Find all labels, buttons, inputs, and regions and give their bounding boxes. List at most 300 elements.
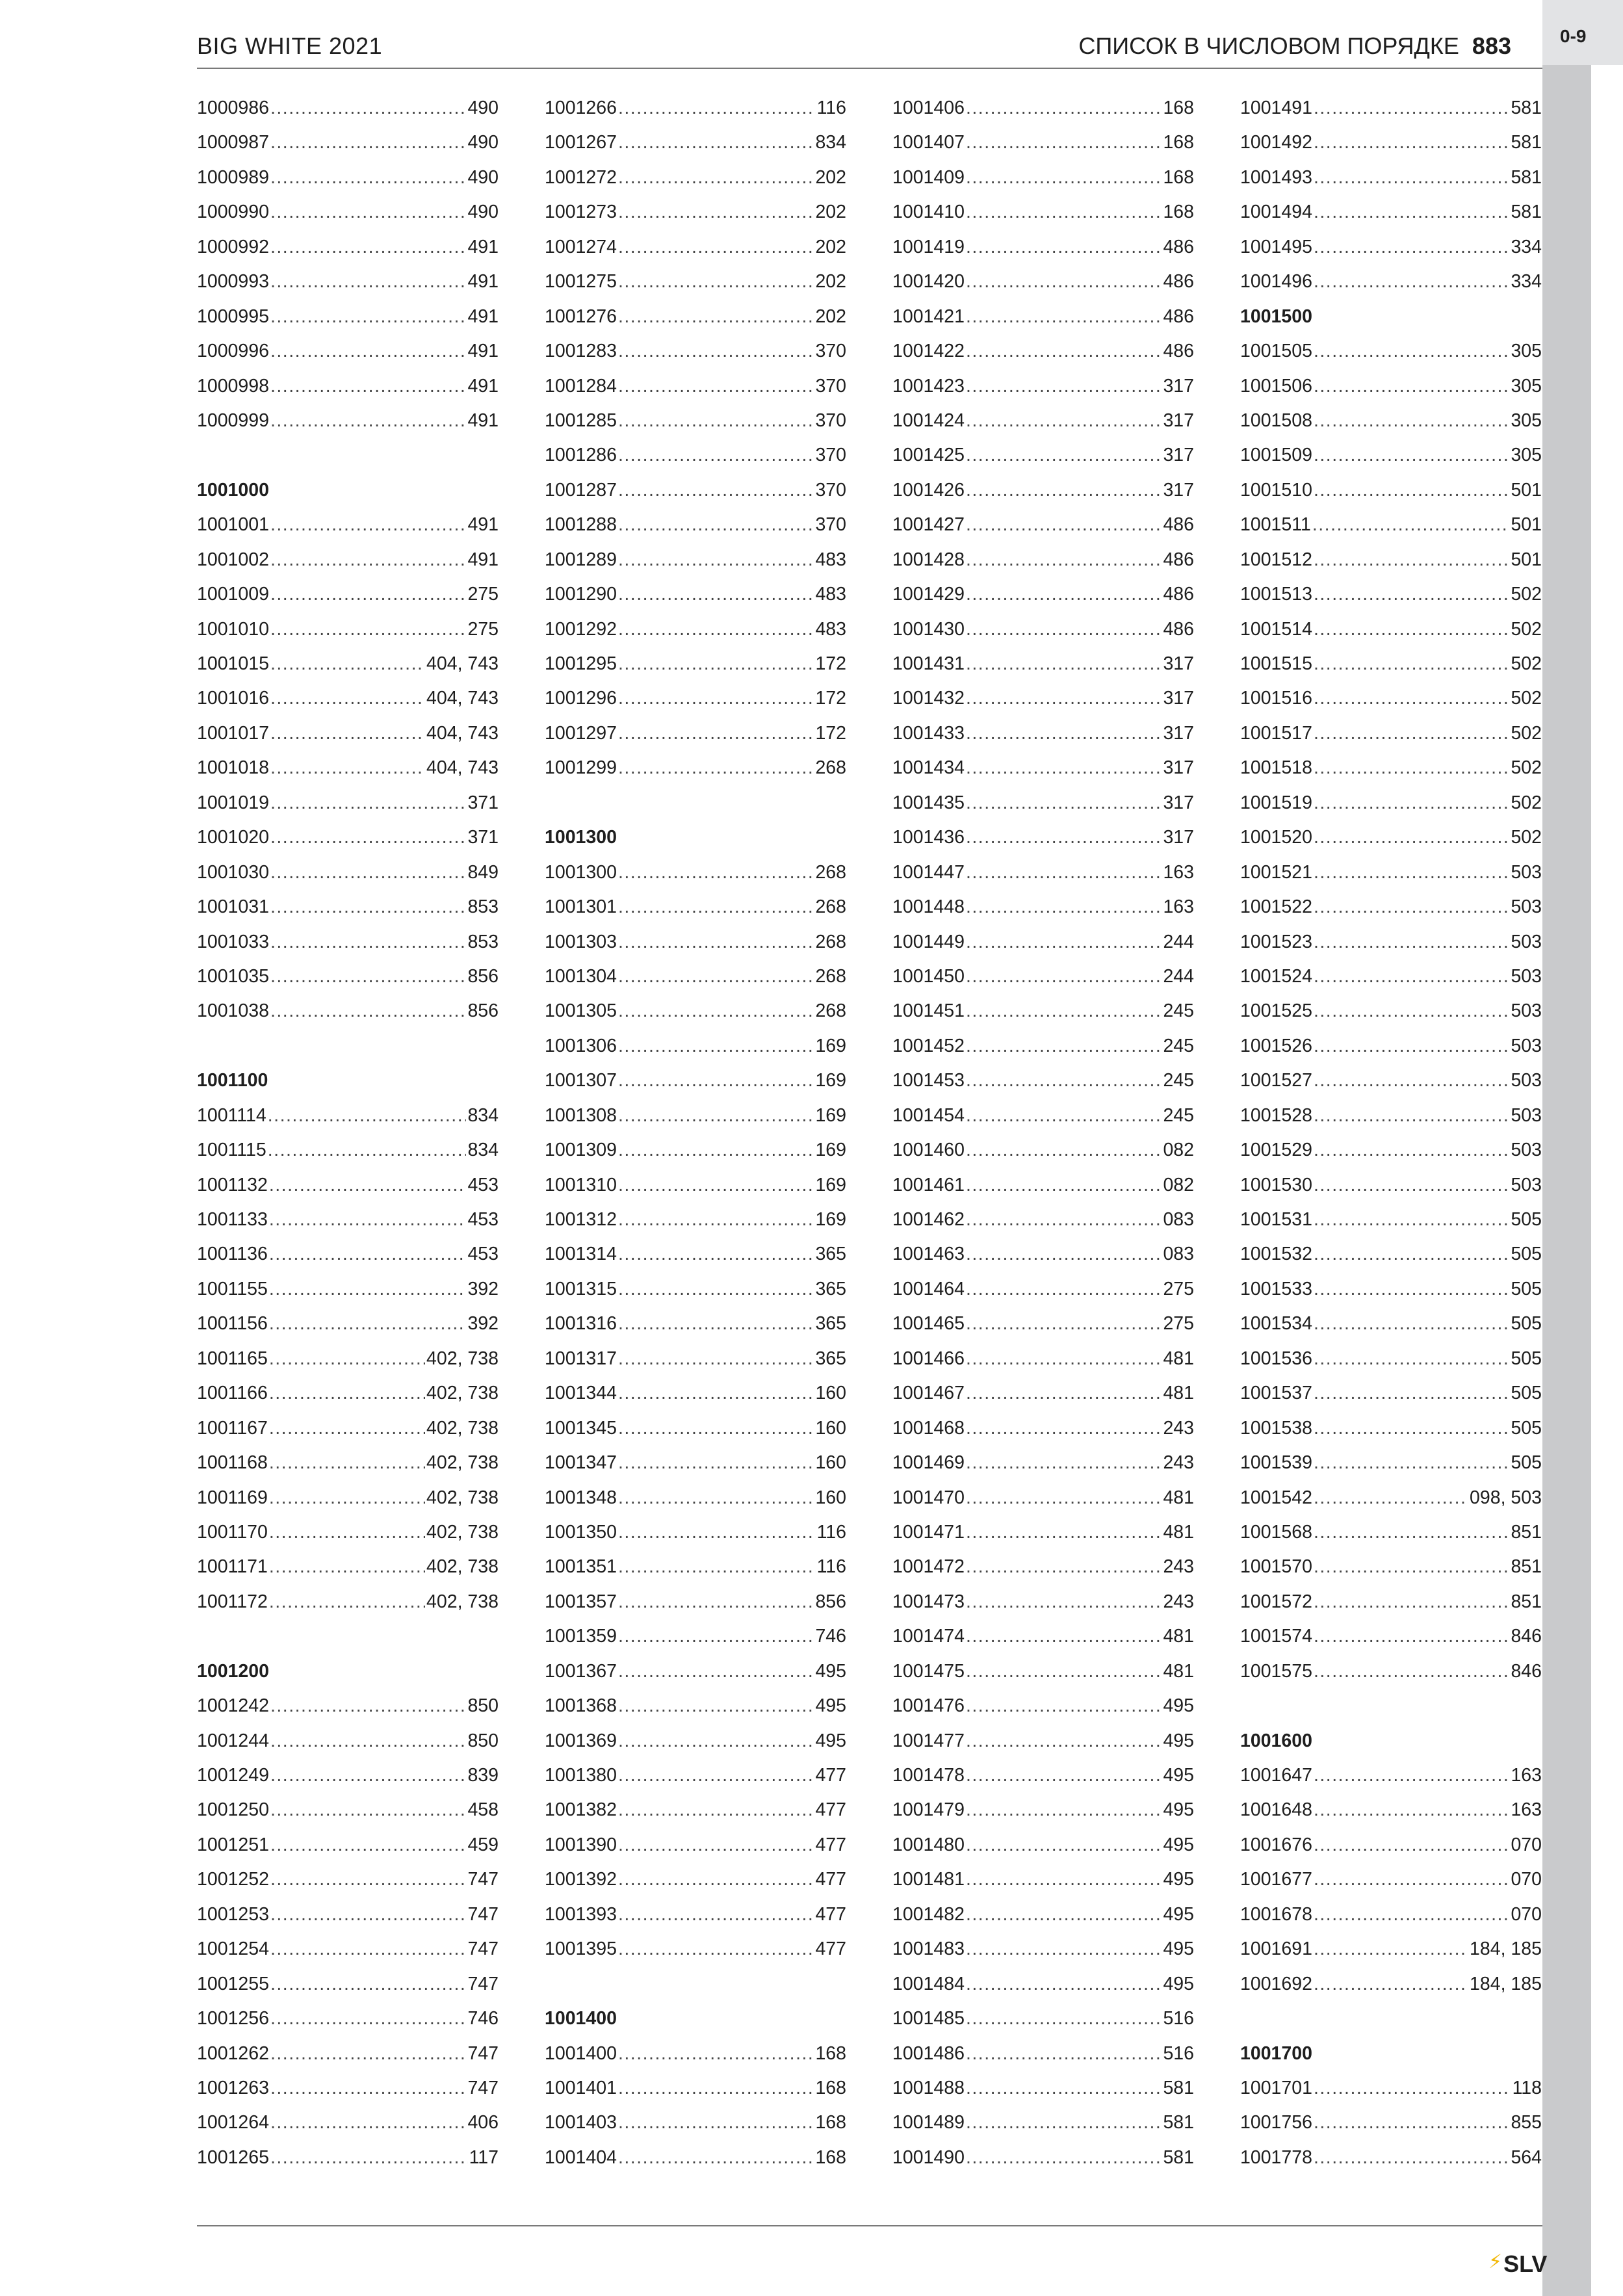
index-entry	[892, 1133, 1194, 1168]
dot-leader	[270, 91, 466, 125]
article-number: 1001266	[545, 98, 617, 118]
dot-leader	[618, 1481, 814, 1515]
index-entry	[197, 2071, 499, 2106]
page-reference: 070	[1511, 1869, 1542, 1890]
article-number: 1001410	[892, 202, 965, 223]
index-entry	[1240, 1862, 1542, 1897]
dot-leader	[1314, 1272, 1509, 1307]
index-entry	[545, 1481, 846, 1515]
dot-leader	[618, 1862, 814, 1897]
article-number: 1001480	[892, 1834, 965, 1855]
article-number: 1001299	[545, 757, 617, 779]
page-reference: 305	[1511, 341, 1542, 362]
page-reference: 370	[815, 410, 846, 431]
index-entry	[197, 577, 499, 612]
page-reference: 370	[815, 341, 846, 362]
page-reference: 392	[467, 1278, 499, 1299]
article-number: 1001534	[1240, 1313, 1312, 1335]
dot-leader	[618, 1099, 814, 1133]
index-entry	[197, 334, 499, 369]
dot-leader	[618, 994, 814, 1028]
dot-leader	[966, 1828, 1162, 1862]
article-number: 1001295	[545, 653, 617, 674]
group-heading	[1240, 300, 1542, 334]
page-reference: 275	[1163, 1313, 1194, 1335]
page-reference: 402, 738	[426, 1487, 499, 1508]
article-number: 1001505	[1240, 341, 1312, 362]
dot-leader	[966, 1654, 1162, 1689]
index-entry	[545, 1411, 846, 1446]
article-number: 1001303	[545, 931, 617, 952]
article-number: 1001010	[197, 618, 269, 640]
index-entry	[545, 300, 846, 334]
page-reference: 370	[815, 514, 846, 536]
dot-leader	[268, 1099, 467, 1133]
index-entry	[1240, 1481, 1542, 1515]
index-entry	[1240, 1967, 1542, 2002]
dot-leader	[1314, 1550, 1509, 1584]
article-number: 1001421	[892, 306, 965, 327]
index-entry	[892, 1411, 1194, 1446]
article-number: 1001114	[197, 1104, 266, 1126]
dot-leader	[268, 1133, 467, 1168]
page-reference: 245	[1163, 1000, 1194, 1022]
page-reference: 317	[1163, 792, 1194, 813]
index-entry	[545, 1168, 846, 1203]
page-reference: 118	[1512, 2077, 1542, 2098]
dot-leader	[270, 404, 466, 438]
article-number: 1001495	[1240, 236, 1312, 257]
page-reference: 490	[467, 166, 499, 188]
page-reference: 402, 738	[426, 1417, 499, 1439]
page-reference: 746	[467, 2008, 499, 2029]
page-reference: 502	[1511, 653, 1542, 674]
page-reference: 516	[1163, 2042, 1194, 2064]
spacer-row	[545, 786, 846, 820]
page-reference: 505	[1511, 1313, 1542, 1335]
article-number: 1001288	[545, 514, 617, 536]
page-reference: 486	[1163, 618, 1194, 640]
index-entry	[545, 1828, 846, 1862]
spacer-row	[1240, 2002, 1542, 2036]
dot-leader	[966, 473, 1162, 508]
dot-leader	[1314, 959, 1509, 994]
index-entry	[197, 1446, 499, 1480]
dot-leader	[1314, 1515, 1509, 1550]
dot-leader	[1314, 1411, 1509, 1446]
page-reference: 581	[1163, 2112, 1194, 2133]
group-heading-code: 1001600	[1240, 1730, 1312, 1751]
index-entry	[1240, 855, 1542, 890]
article-number: 1001155	[197, 1278, 268, 1299]
article-number: 1001524	[1240, 965, 1312, 987]
page-reference: 491	[467, 341, 499, 362]
dot-leader	[966, 543, 1162, 577]
index-entry	[545, 959, 846, 994]
page-reference: 516	[1163, 2008, 1194, 2029]
article-number: 1001253	[197, 1903, 269, 1925]
article-number: 1001522	[1240, 896, 1312, 918]
article-number: 1001016	[197, 688, 269, 709]
dot-leader	[966, 2002, 1162, 2036]
page-reference: 160	[815, 1383, 846, 1404]
group-heading	[1240, 2037, 1542, 2071]
index-entry	[892, 2141, 1194, 2175]
dot-leader	[966, 125, 1162, 160]
index-entry	[197, 1376, 499, 1411]
page-reference: 458	[467, 1799, 499, 1821]
index-entry	[892, 2037, 1194, 2071]
page-reference: 505	[1511, 1209, 1542, 1230]
index-entry	[197, 2141, 499, 2175]
dot-leader	[966, 1029, 1162, 1063]
article-number: 1001512	[1240, 549, 1312, 570]
index-entry	[892, 125, 1194, 160]
page-reference: 163	[1511, 1765, 1542, 1786]
dot-leader	[618, 751, 814, 785]
page-reference: 486	[1163, 306, 1194, 327]
page-reference: 245	[1163, 1035, 1194, 1056]
page-reference: 245	[1163, 1104, 1194, 1126]
article-number: 1000992	[197, 236, 269, 257]
page-reference: 317	[1163, 410, 1194, 431]
index-entry	[545, 612, 846, 647]
page-reference: 268	[815, 931, 846, 952]
index-entry	[545, 1446, 846, 1480]
article-number: 1000990	[197, 202, 269, 223]
article-number: 1001460	[892, 1140, 965, 1161]
page-reference: 365	[815, 1313, 846, 1335]
index-entry	[1240, 2141, 1542, 2175]
group-heading	[197, 473, 499, 508]
index-entry	[545, 508, 846, 542]
article-number: 1001475	[892, 1660, 965, 1682]
page-reference: 453	[467, 1209, 499, 1230]
index-entry	[545, 1585, 846, 1619]
index-entry	[545, 681, 846, 716]
page-reference: 243	[1163, 1417, 1194, 1439]
dot-leader	[270, 890, 466, 924]
index-entry	[1240, 1168, 1542, 1203]
index-entry	[892, 647, 1194, 681]
dot-leader	[1314, 1133, 1509, 1168]
dot-leader	[618, 1307, 814, 1341]
article-number: 1001532	[1240, 1244, 1312, 1265]
article-number: 1001171	[197, 1556, 268, 1578]
article-number: 1001165	[197, 1348, 268, 1369]
article-number: 1001276	[545, 306, 617, 327]
page-reference: 853	[467, 896, 499, 918]
index-entry	[892, 1168, 1194, 1203]
page-reference: 855	[1511, 2112, 1542, 2133]
article-number: 1001483	[892, 1938, 965, 1960]
page-reference: 477	[815, 1938, 846, 1960]
index-entry	[545, 890, 846, 924]
page-reference: 581	[1163, 2146, 1194, 2168]
dot-leader	[1314, 1619, 1509, 1654]
dot-leader	[1314, 2106, 1509, 2140]
index-entry	[892, 994, 1194, 1028]
page-reference: 491	[467, 271, 499, 293]
index-entry	[545, 369, 846, 404]
page-reference: 317	[1163, 722, 1194, 744]
index-entry	[892, 265, 1194, 299]
dot-leader	[270, 1793, 466, 1827]
index-entry	[1240, 2106, 1542, 2140]
dot-leader	[270, 959, 466, 994]
group-heading-code: 1001700	[1240, 2042, 1312, 2064]
page-reference: 502	[1511, 757, 1542, 779]
group-heading-code: 1001500	[1240, 306, 1312, 327]
index-entry	[892, 91, 1194, 125]
page-reference: 501	[1511, 514, 1542, 536]
article-number: 1001436	[892, 827, 965, 848]
page-header	[1078, 33, 1511, 60]
page-number: 883	[1472, 33, 1511, 59]
page-reference: 477	[815, 1869, 846, 1890]
page-reference: 459	[467, 1834, 499, 1855]
dot-leader	[270, 334, 466, 369]
article-number: 1001529	[1240, 1140, 1312, 1161]
dot-leader	[270, 369, 466, 404]
dot-leader	[270, 2071, 466, 2106]
index-entry	[892, 751, 1194, 785]
page-reference: 486	[1163, 514, 1194, 536]
index-entry	[892, 1758, 1194, 1793]
group-heading-code: 1001200	[197, 1660, 269, 1682]
index-entry	[545, 91, 846, 125]
dot-leader	[270, 994, 466, 1028]
dot-leader	[966, 2141, 1162, 2175]
page-reference: 477	[815, 1799, 846, 1821]
dot-leader	[270, 681, 425, 716]
dot-leader	[269, 1168, 467, 1203]
article-number: 1001033	[197, 931, 269, 952]
page-reference: 495	[815, 1730, 846, 1751]
dot-leader	[618, 1619, 814, 1654]
article-number: 1001403	[545, 2112, 617, 2133]
index-entry	[545, 647, 846, 681]
dot-leader	[1314, 2141, 1509, 2175]
dot-leader	[270, 1724, 466, 1758]
page-reference: 083	[1163, 1209, 1194, 1230]
index-entry	[1240, 577, 1542, 612]
dot-leader	[1314, 1029, 1509, 1063]
article-number: 1001494	[1240, 202, 1312, 223]
article-number: 1000995	[197, 306, 269, 327]
page-reference: 365	[815, 1244, 846, 1265]
dot-leader	[270, 543, 466, 577]
spacer-row	[1240, 1689, 1542, 1723]
page-reference: 503	[1511, 1140, 1542, 1161]
dot-leader	[618, 1029, 814, 1063]
index-entry	[545, 1932, 846, 1966]
article-number: 1001492	[1240, 132, 1312, 153]
page-reference: 202	[815, 306, 846, 327]
page-reference: 160	[815, 1452, 846, 1474]
index-column-4	[1240, 91, 1542, 2175]
index-entry	[1240, 195, 1542, 229]
group-heading	[197, 1654, 499, 1689]
header-divider	[197, 68, 1542, 69]
dot-leader	[270, 2106, 466, 2140]
index-entry	[197, 300, 499, 334]
index-entry	[1240, 91, 1542, 125]
page-reference: 168	[815, 2077, 846, 2098]
index-entry	[892, 1446, 1194, 1480]
dot-leader	[270, 716, 425, 751]
index-entry	[1240, 786, 1542, 820]
index-entry	[197, 1411, 499, 1446]
index-entry	[892, 195, 1194, 229]
article-number: 1001464	[892, 1278, 965, 1299]
dot-leader	[270, 855, 466, 890]
page-reference: 491	[467, 514, 499, 536]
article-number: 1001400	[545, 2042, 617, 2064]
article-number: 1001272	[545, 166, 617, 188]
dot-leader	[966, 1342, 1162, 1376]
page-reference: 856	[467, 1000, 499, 1022]
index-column-1	[197, 91, 499, 2175]
index-entry	[1240, 1237, 1542, 1272]
dot-leader	[269, 1376, 425, 1411]
article-number: 1001369	[545, 1730, 617, 1751]
index-entry	[545, 2071, 846, 2106]
dot-leader	[1314, 786, 1509, 820]
dot-leader	[618, 1689, 814, 1723]
dot-leader	[270, 1862, 466, 1897]
article-number: 1001491	[1240, 98, 1312, 118]
index-entry	[197, 959, 499, 994]
page-reference: 070	[1511, 1903, 1542, 1925]
page-reference: 834	[467, 1140, 499, 1161]
page-reference: 491	[467, 306, 499, 327]
page-reference: 305	[1511, 410, 1542, 431]
dot-leader	[618, 1342, 814, 1376]
page-reference: 202	[815, 236, 846, 257]
page-reference: 505	[1511, 1417, 1542, 1439]
article-number: 1001420	[892, 271, 965, 293]
page-reference: 747	[467, 1869, 499, 1890]
article-number: 1001537	[1240, 1383, 1312, 1404]
article-number: 1001409	[892, 166, 965, 188]
page-reference: 486	[1163, 341, 1194, 362]
page-reference: 856	[467, 965, 499, 987]
logo-text: SLV	[1503, 2250, 1548, 2277]
page-reference: 481	[1163, 1626, 1194, 1647]
article-number: 1001525	[1240, 1000, 1312, 1022]
article-number: 1000989	[197, 166, 269, 188]
article-number: 1001401	[545, 2077, 617, 2098]
dot-leader	[966, 855, 1162, 890]
page-reference: 334	[1511, 271, 1542, 293]
index-entry	[892, 1619, 1194, 1654]
dot-leader	[1314, 681, 1509, 716]
page-reference: 490	[467, 98, 499, 118]
dot-leader	[966, 1793, 1162, 1827]
dot-leader	[1314, 1654, 1509, 1689]
index-entry	[1240, 1063, 1542, 1098]
index-entry	[545, 265, 846, 299]
dot-leader	[1314, 577, 1509, 612]
dot-leader	[966, 1724, 1162, 1758]
dot-leader	[270, 925, 466, 959]
dot-leader	[618, 959, 814, 994]
article-number: 1001477	[892, 1730, 965, 1751]
dot-leader	[618, 334, 814, 369]
article-number: 1001169	[197, 1487, 268, 1508]
article-number: 1001287	[545, 479, 617, 501]
page-reference: 172	[815, 722, 846, 744]
spacer-row	[197, 438, 499, 473]
article-number: 1001020	[197, 827, 269, 848]
dot-leader	[1314, 1758, 1509, 1793]
dot-leader	[966, 1237, 1162, 1272]
dot-leader	[1314, 334, 1509, 369]
index-entry	[1240, 1793, 1542, 1827]
index-entry	[892, 612, 1194, 647]
dot-leader	[966, 1550, 1162, 1584]
article-number: 1001536	[1240, 1348, 1312, 1369]
article-number: 1001167	[197, 1417, 268, 1439]
page-reference: 505	[1511, 1278, 1542, 1299]
dot-leader	[270, 300, 466, 334]
dot-leader	[618, 125, 814, 160]
page-reference: 581	[1511, 202, 1542, 223]
section-tab	[1542, 0, 1623, 65]
dot-leader	[270, 161, 466, 195]
page-reference: 746	[815, 1626, 846, 1647]
page-reference: 365	[815, 1348, 846, 1369]
article-number: 1001521	[1240, 861, 1312, 883]
index-entry	[892, 543, 1194, 577]
dot-leader	[1314, 1063, 1509, 1098]
dot-leader	[966, 1203, 1162, 1237]
article-number: 1001132	[197, 1174, 268, 1195]
article-number: 1001031	[197, 896, 269, 918]
index-entry	[545, 994, 846, 1028]
page-reference: 853	[467, 931, 499, 952]
index-entry	[197, 1898, 499, 1932]
index-entry	[545, 1550, 846, 1584]
dot-leader	[269, 1550, 425, 1584]
index-entry	[1240, 1203, 1542, 1237]
index-entry	[197, 612, 499, 647]
article-number: 1001252	[197, 1869, 269, 1890]
page-reference: 334	[1511, 236, 1542, 257]
page-reference: 502	[1511, 827, 1542, 848]
article-number: 1001264	[197, 2112, 269, 2133]
index-entry	[545, 161, 846, 195]
article-number: 1001448	[892, 896, 965, 918]
group-heading	[1240, 1724, 1542, 1758]
page-reference: 070	[1511, 1834, 1542, 1855]
page-reference: 317	[1163, 827, 1194, 848]
page-reference: 169	[815, 1035, 846, 1056]
article-number: 1001296	[545, 688, 617, 709]
dot-leader	[966, 369, 1162, 404]
index-entry	[197, 265, 499, 299]
index-entry	[892, 1203, 1194, 1237]
article-number: 1000986	[197, 98, 269, 118]
dot-leader	[1314, 473, 1509, 508]
page-reference: 404, 743	[426, 688, 499, 709]
dot-leader	[966, 1898, 1162, 1932]
article-number: 1001462	[892, 1209, 965, 1230]
article-number: 1000998	[197, 375, 269, 397]
dot-leader	[618, 2141, 814, 2175]
article-number: 1001393	[545, 1903, 617, 1925]
